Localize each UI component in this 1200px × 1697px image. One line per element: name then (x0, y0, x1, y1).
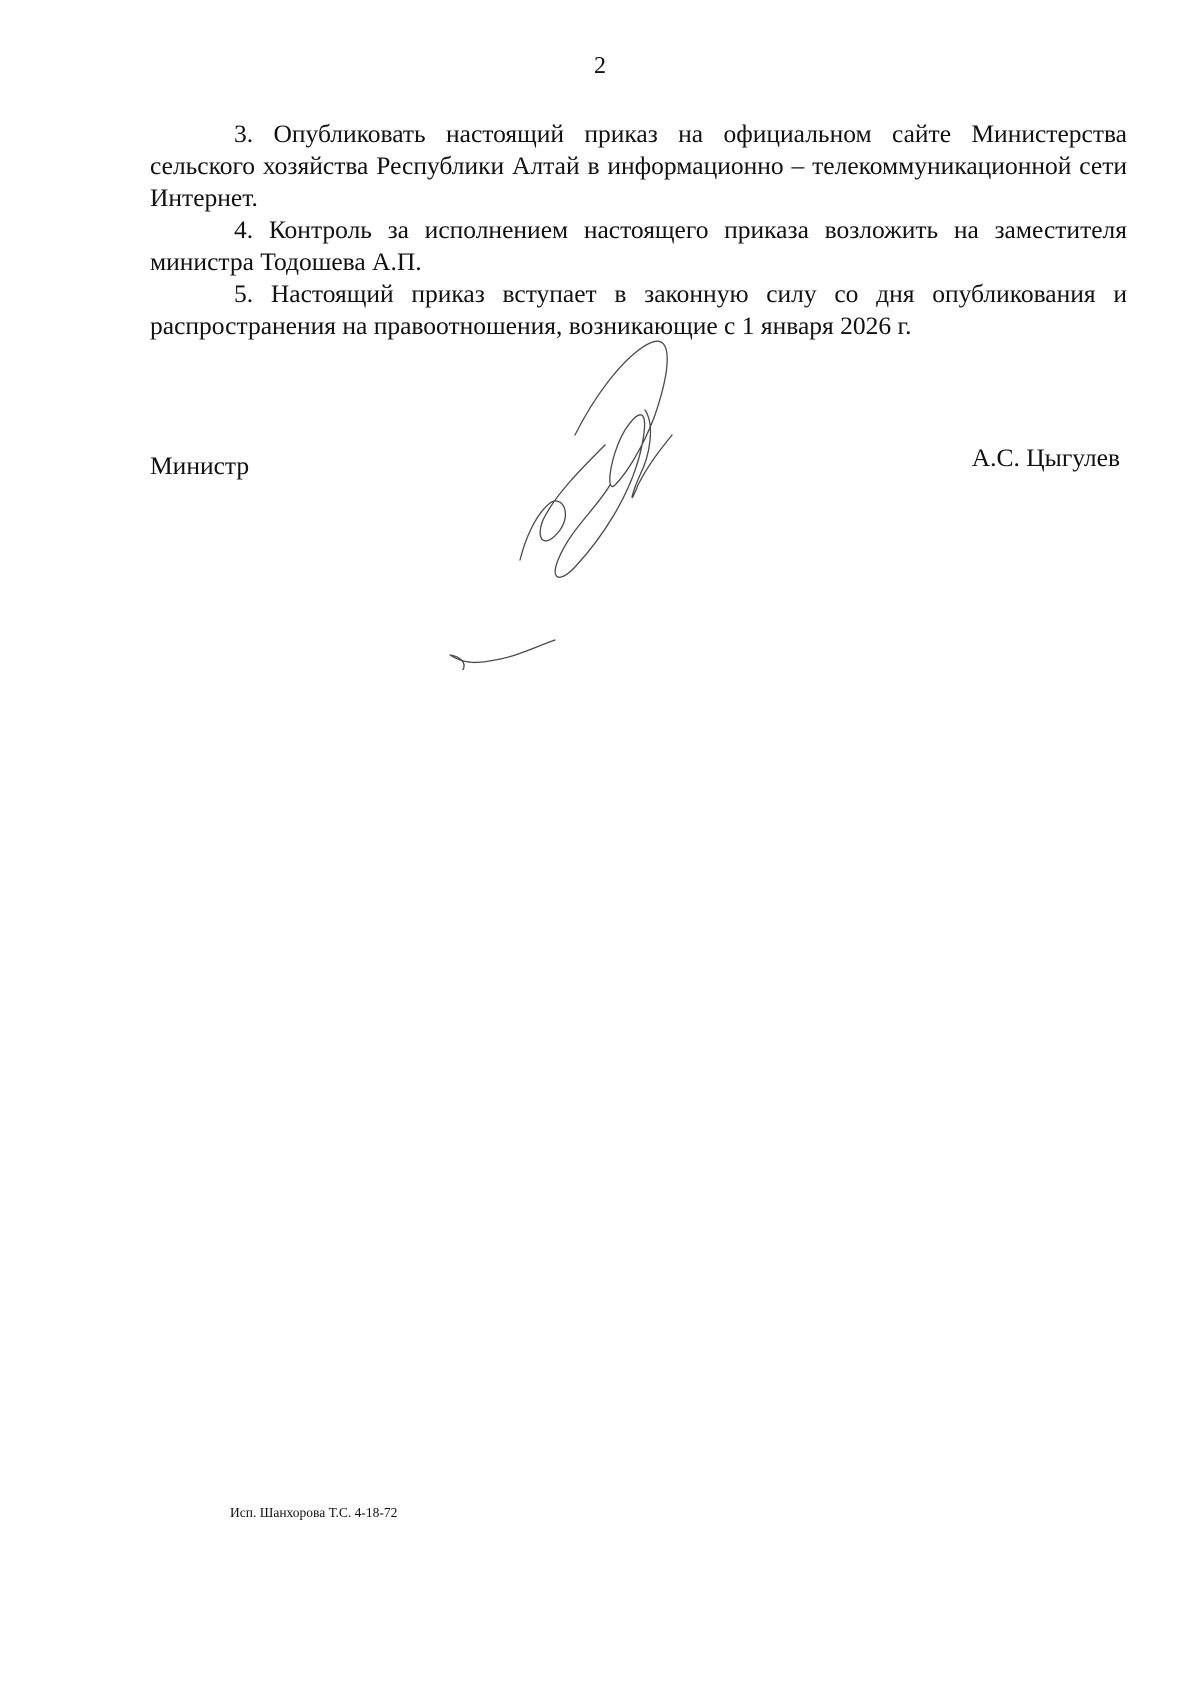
handwritten-signature (410, 335, 790, 670)
paragraph-publication: 3. Опубликовать настоящий приказ на официальном сайте Министерства сельского хозяйства Республики Алтай в информационно – телекоммуникационной сети Интернет. (150, 119, 1127, 212)
paragraph-control: 4. Контроль за исполнением настоящего приказа возложить на заместителя министра Тодошева А.П. (150, 215, 1127, 276)
signature-stroke-underline (450, 640, 555, 670)
document-body (150, 118, 1127, 342)
signature-stroke-loop (520, 445, 605, 560)
signature-stroke-main (555, 341, 667, 577)
paragraph-effective-date: 5. Настоящий приказ вступает в законную силу со дня опубликования и распространения на правоотношения, возникающие с 1 января 2026 г. (150, 279, 1127, 340)
signer-position: Министр (150, 451, 250, 480)
page-number: 2 (594, 53, 606, 79)
signer-name: А.С. Цыгулев (971, 443, 1120, 472)
executor-note: Исп. Шанхорова Т.С. 4-18-72 (230, 1505, 398, 1520)
